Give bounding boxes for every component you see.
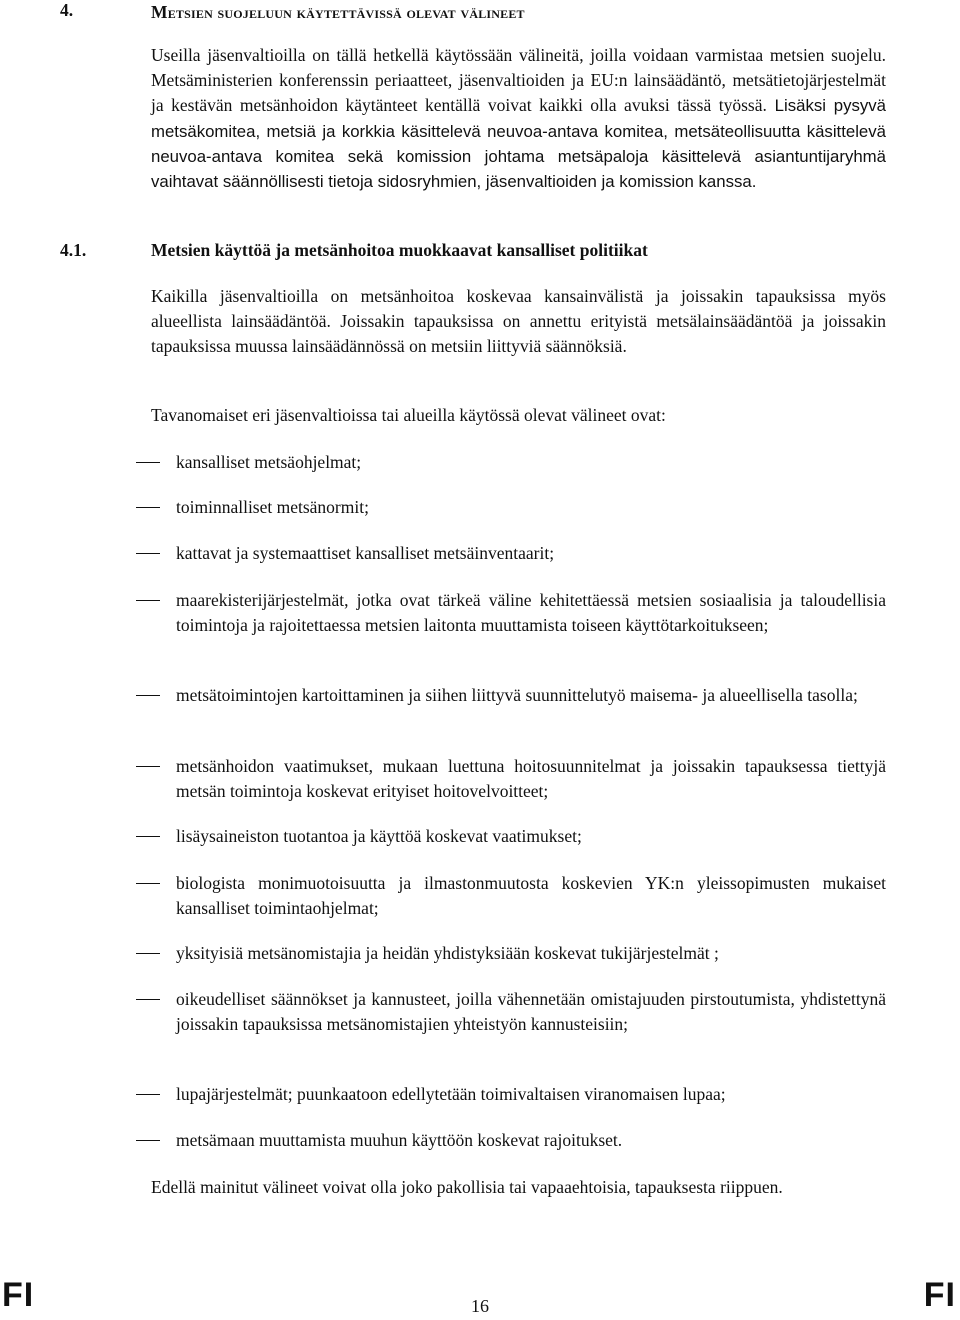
dash-bullet	[136, 507, 160, 508]
dash-bullet	[136, 600, 160, 601]
footer-language-left: FI	[2, 1276, 35, 1314]
list-item-text: yksityisiä metsänomistajia ja heidän yhdistyksiään koskevat tukijärjestelmät ;	[176, 943, 719, 963]
list-item-text: biologista monimuotoisuutta ja ilmastonmuutosta koskevien YK:n yleissopimusten mukaiset kansalliset toimintaohjelmat;	[176, 873, 886, 919]
list-item-text: toiminnalliset metsänormit;	[176, 497, 369, 517]
list-item-text: metsämaan muuttamista muuhun käyttöön koskevat rajoitukset.	[176, 1130, 623, 1150]
dash-bullet	[136, 953, 160, 954]
closing-paragraph: Edellä mainitut välineet voivat olla joko pakollisia tai vapaaehtoisia, tapauksesta riippuen.	[151, 1177, 783, 1197]
intro-paragraph-part1: Useilla jäsenvaltioilla on tällä hetkellä käytössään välineitä, joilla voidaan varmistaa metsien suojelu. Metsäministerien konferenssin periaatteet, jäsenvaltioiden ja EU:n lainsäädäntö, metsätietojärjestelmät ja kestävän metsänhoidon käytänteet kentällä voivat kaikki olla avuksi tässä työssä.	[151, 45, 886, 116]
dash-bullet	[136, 553, 160, 554]
intro-paragraph-part2: Lisäksi pysyvä metsäkomitea, metsiä ja korkkia käsittelevä neuvoa-antava komitea, metsäteollisuutta käsittelevä neuvoa-antava komitea sekä komission johtama metsäpaloja käsittelevä asiantuntijaryhmä vaihtavat säännöllisesti tietoja sidosryhmien, jäsenvaltioiden ja komission kanssa.	[151, 96, 886, 192]
dash-bullet	[136, 999, 160, 1000]
dash-bullet	[136, 695, 160, 696]
footer-language-right: FI	[923, 1276, 956, 1314]
subsection-paragraph-2: Tavanomaiset eri jäsenvaltioissa tai alueilla käytössä olevat välineet ovat:	[151, 405, 666, 425]
dash-bullet	[136, 462, 160, 463]
section-title: Metsien suojeluun käytettävissä olevat välineet	[151, 2, 525, 22]
subsection-number: 4.1.	[60, 240, 87, 260]
list-item-text: lisäysaineiston tuotantoa ja käyttöä koskevat vaatimukset;	[176, 826, 582, 846]
list-item-text: metsätoimintojen kartoittaminen ja siihen liittyvä suunnittelutyö maisema- ja alueellisella tasolla;	[176, 685, 858, 705]
dash-bullet	[136, 883, 160, 884]
dash-bullet	[136, 766, 160, 767]
list-item-text: kattavat ja systemaattiset kansalliset metsäinventaarit;	[176, 543, 555, 563]
list-item-text: kansalliset metsäohjelmat;	[176, 452, 362, 472]
list-item-text: oikeudelliset säännökset ja kannusteet, joilla vähennetään omistajuuden pirstoutumista, yhdistettynä joissakin tapauksissa metsänomistajien yhteistyön kannusteisiin;	[176, 989, 886, 1035]
dash-bullet	[136, 836, 160, 837]
subsection-title: Metsien käyttöä ja metsänhoitoa muokkaavat kansalliset politiikat	[151, 240, 648, 260]
dash-bullet	[136, 1094, 160, 1095]
dash-bullet	[136, 1140, 160, 1141]
list-item-text: metsänhoidon vaatimukset, mukaan luettuna hoitosuunnitelmat ja joissakin tapauksessa tiettyjä metsän toimintoja koskevat erityiset hoitovelvoitteet;	[176, 756, 886, 802]
list-item-text: maarekisterijärjestelmät, jotka ovat tärkeä väline kehitettäessä metsien sosiaalisia ja taloudellisia toimintoja ja rajoitettaessa metsien laitonta muuttamista toiseen käyttötarkoitukseen;	[176, 590, 886, 636]
page-number: 16	[471, 1296, 489, 1316]
subsection-paragraph-1: Kaikilla jäsenvaltioilla on metsänhoitoa koskevaa kansainvälistä ja joissakin tapauksissa myös alueellista lainsäädäntöä. Joissakin tapauksissa on annettu erityistä metsälainsäädäntöä ja joissakin tapauksissa muussa lainsäädännössä on metsiin liittyviä säännöksiä.	[151, 286, 886, 357]
list-item-text: lupajärjestelmät; puunkaatoon edellytetään toimivaltaisen viranomaisen lupaa;	[176, 1084, 726, 1104]
section-number: 4.	[60, 0, 74, 20]
